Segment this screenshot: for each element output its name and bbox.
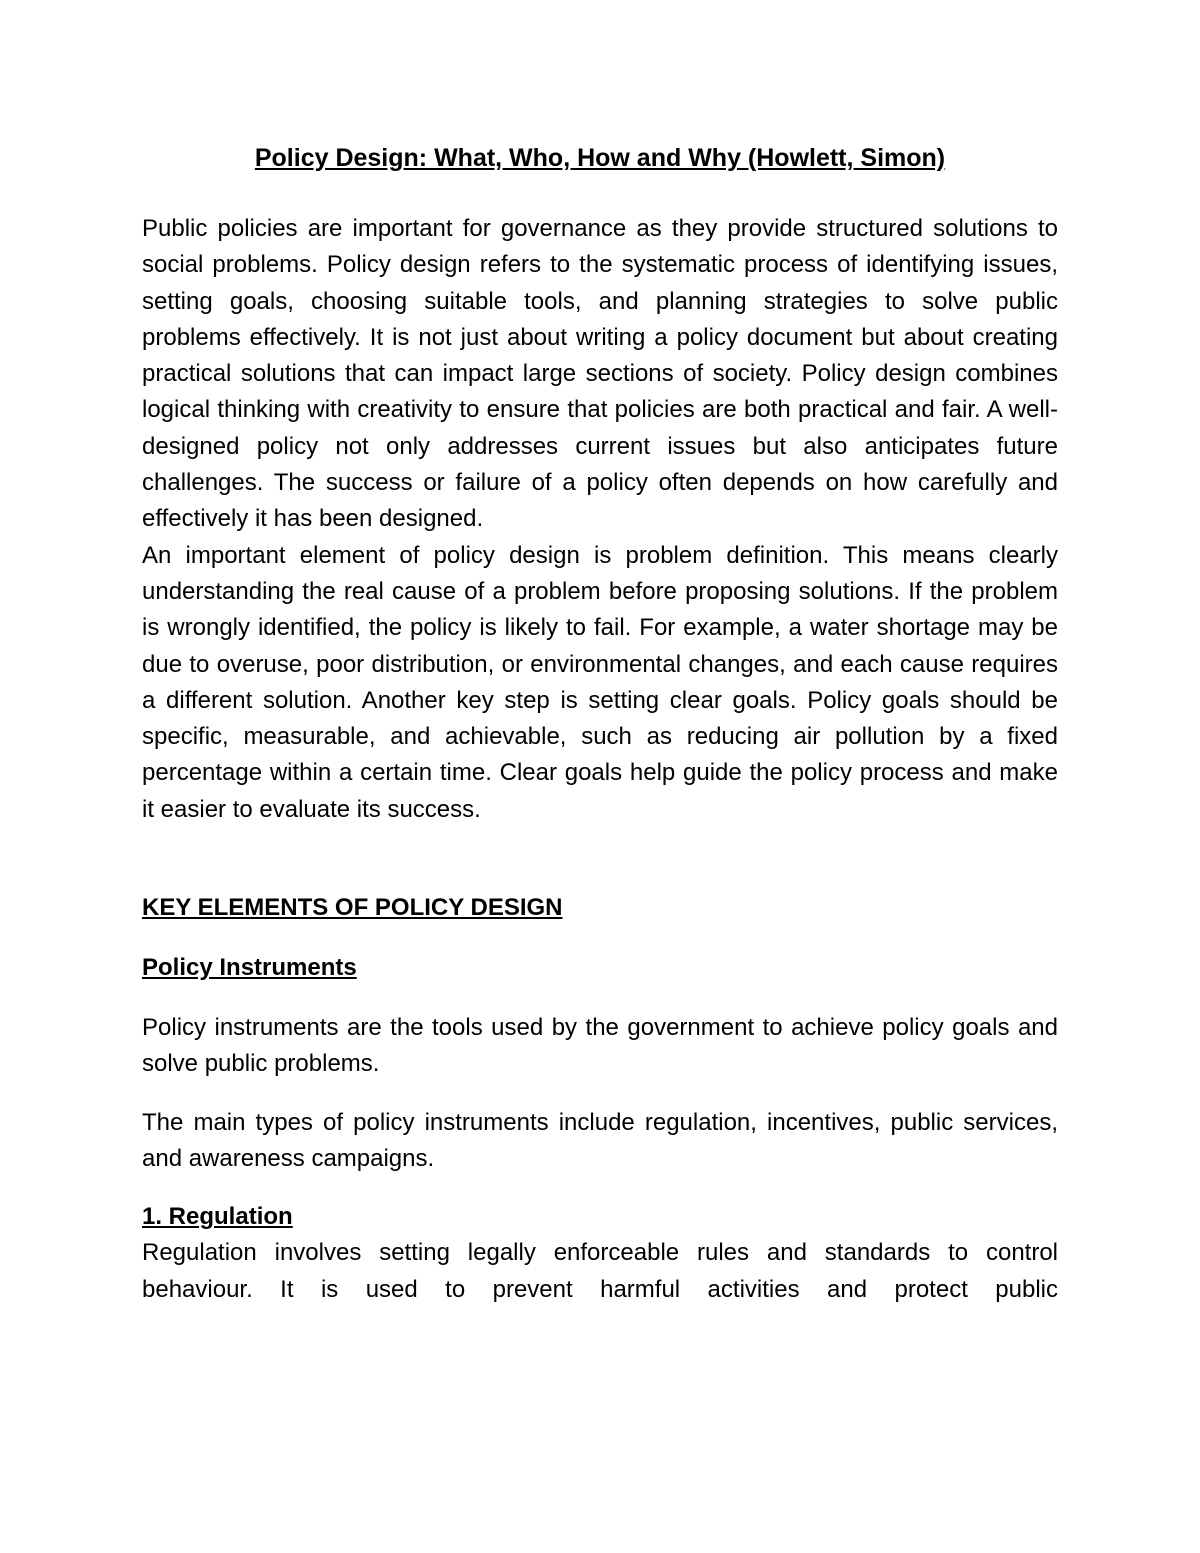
document-title: Policy Design: What, Who, How and Why (Howlett, Simon) <box>254 144 946 172</box>
intro-paragraph-1: Public policies are important for governance as they provide structured solutions to social problems. Policy design refers to the systematic process of identifying issues, setting goals, choosing suitable tools, and planning strategies to solve public problems effectively. It is not just about writing a policy document but about creating practical solutions that can impact large sections of society. Policy design combines logical thinking with creativity to ensure that policies are both practical and fair. A well-designed policy not only addresses current issues but also anticipates future challenges. The success or failure of a policy often depends on how carefully and effectively it has been designed. <box>142 215 1058 533</box>
key-elements-heading: KEY ELEMENTS OF POLICY DESIGN <box>142 894 563 922</box>
policy-instruments-paragraph-1: Policy instruments are the tools used by the government to achieve policy goals and solve public problems. <box>142 1014 1058 1078</box>
policy-instruments-heading: Policy Instruments <box>142 954 357 982</box>
intro-paragraph-2: An important element of policy design is problem definition. This means clearly understanding the real cause of a problem before proposing solutions. If the problem is wrongly identified, the policy is likely to fail. For example, a water shortage may be due to overuse, poor distribution, or environmental changes, and each cause requires a different solution. Another key step is setting clear goals. Policy goals should be specific, measurable, and achievable, such as reducing air pollution by a fixed percentage within a certain time. Clear goals help guide the policy process and make it easier to evaluate its success. <box>142 541 1058 823</box>
document-page <box>142 140 1058 1308</box>
regulation-heading: 1. Regulation <box>142 1203 293 1231</box>
regulation-paragraph-1: Regulation involves setting legally enforceable rules and standards to control behaviour. It is used to prevent harmful activities and protect public <box>142 1239 1058 1303</box>
policy-instruments-paragraph-2: The main types of policy instruments include regulation, incentives, public services, and awareness campaigns. <box>142 1108 1058 1172</box>
